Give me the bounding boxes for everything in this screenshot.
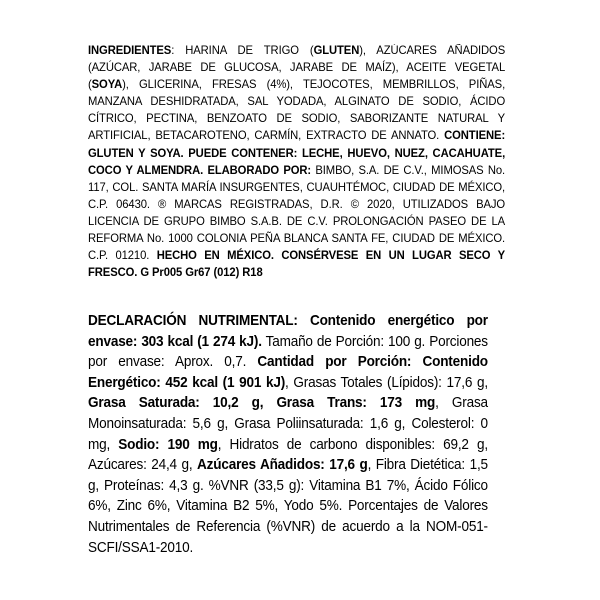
saturated-trans-fat: Grasa Saturada: 10,2 g, Grasa Trans: 173 mg: [88, 395, 436, 412]
nutrition-text: , Grasa Monoinsaturada: 5,6 g, Grasa Poliinsaturada: 1,6 g, Colesterol: 0 mg,: [88, 395, 488, 453]
allergen-soya: SOYA: [91, 78, 123, 92]
ingredients-heading: INGREDIENTES: [88, 44, 172, 57]
manufacturer-info: BIMBO, S.A. DE C.V., MIMOSAS No. 117, COL. SANTA MARÍA INSURGENTES, CUAUHTÉMOC, CIUDAD DE MÉXICO, C.P. 06430. ® MARCAS REGISTRADAS, D.R. © 2020, UTILIZADOS BAJO LICENCIA DE GRUPO BIMBO S.A.B. DE C.V. PROLONGACIÓN PASEO DE LA REFORMA No. 1000 COLONIA PEÑA BLANCA SANTA FE, CIUDAD DE MÉXICO. C.P. 01210.: [88, 163, 506, 263]
sodium-value: Sodio: 190 mg: [118, 436, 218, 453]
ingredients-text: : HARINA DE TRIGO (: [171, 44, 314, 57]
nutrition-text: , Fibra Dietética: 1,5 g, Proteínas: 4,3 g. %VNR (33,5 g): Vitamina B1 7%, Ácido Fólico 6%, Zinc 6%, Vitamina B2 5%, Yodo 5%. Porcentajes de Valores Nutrimentales de Referencia (%VNR) de acuerdo a la NOM-051-SCFI/SSA1-2010.: [88, 457, 488, 556]
ingredients-paragraph: [88, 42, 505, 281]
nutrition-text: , Hidratos de carbono disponibles: 69,2 g, Azúcares: 24,4 g,: [88, 436, 488, 474]
nutrition-text: Tamaño de Porción: 100 g. Porciones por envase: Aprox. 0,7.: [88, 333, 488, 371]
nutrition-paragraph: [88, 311, 488, 558]
energy-per-portion: Cantidad por Porción: Contenido Energético: 452 kcal (1 901 kJ): [88, 354, 488, 391]
nutrition-heading: DECLARACIÓN NUTRIMENTAL: Contenido energético por envase: 303 kcal (1 274 kJ).: [88, 313, 488, 350]
nutrition-text: , Grasas Totales (Lípidos): 17,6 g,: [285, 374, 488, 391]
ingredients-text: ), GLICERINA, FRESAS (4%), TEJOCOTES, MEMBRILLOS, PIÑAS, MANZANA DESHIDRATADA, SAL YODADA, ALGINATO DE SODIO, ÁCIDO CÍTRICO, PECTINA, BENZOATO DE SODIO, SABORIZANTE NATURAL Y ARTIFICIAL, BETACAROTENO, CARMÍN, EXTRACTO DE ANNATO.: [88, 78, 506, 143]
added-sugars-value: Azúcares Añadidos: 17,6 g: [197, 457, 368, 474]
allergen-gluten: GLUTEN: [313, 44, 360, 57]
allergen-statement: CONTIENE: GLUTEN Y SOYA. PUEDE CONTENER: LECHE, HUEVO, NUEZ, CACAHUATE, COCO Y ALMENDRA. ELABORADO POR:: [88, 129, 506, 177]
origin-storage-note: HECHO EN MÉXICO. CONSÉRVESE EN UN LUGAR SECO Y FRESCO. G Pr005 Gr67 (012) R18: [88, 249, 506, 280]
ingredients-text: ), AZÚCARES AÑADIDOS (AZÚCAR, JARABE DE GLUCOSA, JARABE DE MAÍZ), ACEITE VEGETAL (: [88, 44, 506, 92]
